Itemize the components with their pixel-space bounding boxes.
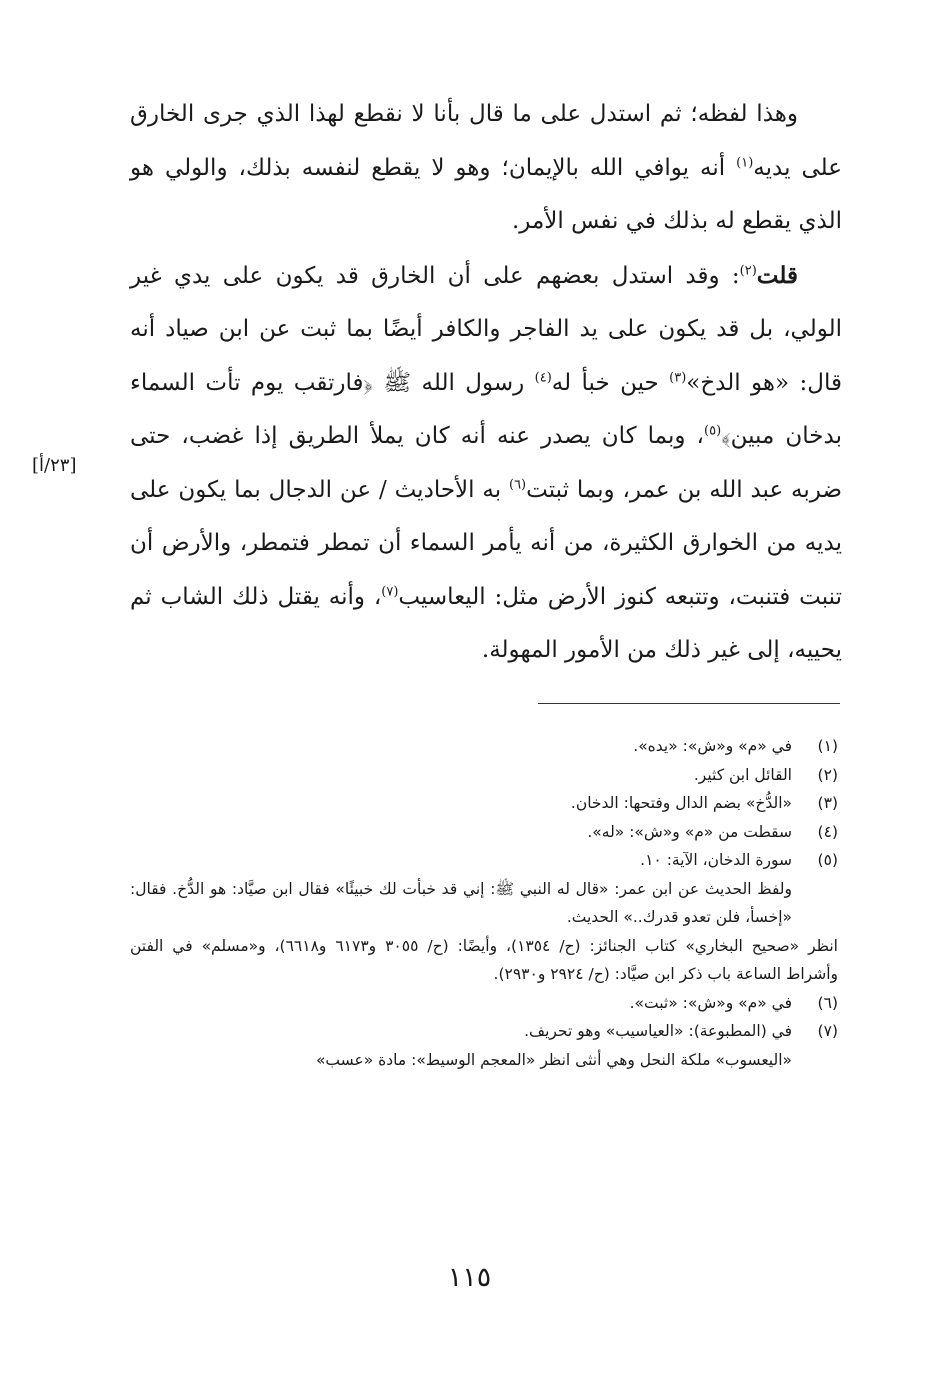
footnote-text: في «م» و«ش»: «ثبت». [629,993,792,1012]
page-number: ١١٥ [447,1262,492,1293]
footnote-3 [130,789,842,818]
footnote-5 [130,846,842,875]
text-run: به الأحاديث / عن الدجال بما يكون على يديه من الخوارق الكثيرة، من أنه يأمر السماء أن تمطر فتمطر، والأرض أن تنبت فتنبت، وتتبعه كنوز الأرض مثل: اليعاسيب [130,476,842,610]
manuscript-folio-reference: [٢٣/أ] [32,455,77,476]
footnote-separator [538,703,840,704]
footnote-text: في «م» و«ش»: «يده». [633,737,792,755]
footnote-5-references: انظر «صحيح البخاري» كتاب الجنائز: (ح/ ١٣٥٤)، وأيضًا: (ح/ ٣٠٥٥ و٦١٧٣ و٦٦١٨)، و«مسلم» في الفتن وأشراط الساعة باب ذكر ابن صيَّاد: (ح/ ٢٩٢٤ و٢٩٣٠). [130,936,838,983]
footnote-number: (١) [817,737,838,755]
footnote-number: (٥) [817,851,838,869]
paragraph-1 [130,88,842,249]
footnote-7-continuation: «اليعسوب» ملكة النحل وهي أنثى انظر «المعجم الوسيط»: مادة «عسب» [315,1050,792,1069]
text-run: أنه يوافي الله بالإيمان؛ وهو لا يقطع لنفسه بذلك، والولي هو الذي يقطع له بذلك في نفس الأمر. [130,154,842,234]
footnote-marker: (٢) [739,262,757,278]
paragraph-2 [130,249,842,678]
main-text [130,88,842,678]
text-run: ، وأنه يقتل ذلك الشاب ثم يحييه، إلى غير ذلك من الأمور المهولة. [130,583,842,663]
footnote-1 [130,732,842,761]
footnote-6 [130,989,842,1018]
footnote-7 [130,1017,842,1046]
footnote-number: (٦) [817,993,838,1012]
footnote-number: (٣) [817,794,838,812]
footnote-marker: (٤) [534,369,552,385]
footnote-5-continuation: ولفظ الحديث عن ابن عمر: «قال له النبي ﷺ: إني قد خبأت لك خبيئًا» فقال ابن صيَّاد: هو الدُّخ. فقال: «إخسأ، فلن تعدو قدرك..» الحديث. [130,879,792,926]
footnote-marker: (٥) [704,423,722,439]
footnote-number: (٧) [817,1022,838,1040]
footnote-text: القائل ابن كثير. [693,765,792,784]
footnote-text: سورة الدخان، الآية: ١٠. [640,851,792,869]
footnote-number: (٤) [817,822,838,841]
footnote-marker: (٧) [381,583,399,599]
footnote-number: (٢) [817,765,838,784]
lead-word: قلت [756,261,798,289]
text-run: : وقد استدل بعضهم على أن الخارق قد يكون على يدي غير الولي، بل قد يكون على يد الفاجر والكافر أيضًا بما ثبت عن ابن صياد أنه قال: «هو الدخ» [130,262,842,396]
footnote-text: سقطت من «م» و«ش»: «له». [587,822,792,841]
footnote-text: في (المطبوعة): «العياسيب» وهو تحريف. [524,1022,792,1040]
footnote-4 [130,818,842,847]
text-run: رسول الله ﷺ ﴿فارتقب يوم تأت السماء بدخان مبين﴾ [130,369,842,449]
footnotes [130,732,842,1074]
footnote-text: «الدُّخ» بضم الدال وفتحها: الدخان. [570,794,792,812]
text-run: ، وبما كان يصدر عنه أنه كان يملأ الطريق إذا غضب، حتى ضربه عبد الله بن عمر، وبما ثبتت [130,423,842,503]
footnote-2 [130,761,842,790]
text-run: حين خبأ له [551,369,670,396]
footnote-marker: (٦) [508,476,527,492]
footnote-marker: (١) [736,154,754,170]
text-run: وهذا لفظه؛ ثم استدل على ما قال بأنا لا نقطع لهذا الذي جرى الخارق على يديه [130,101,842,181]
footnote-marker: (٣) [669,369,687,385]
